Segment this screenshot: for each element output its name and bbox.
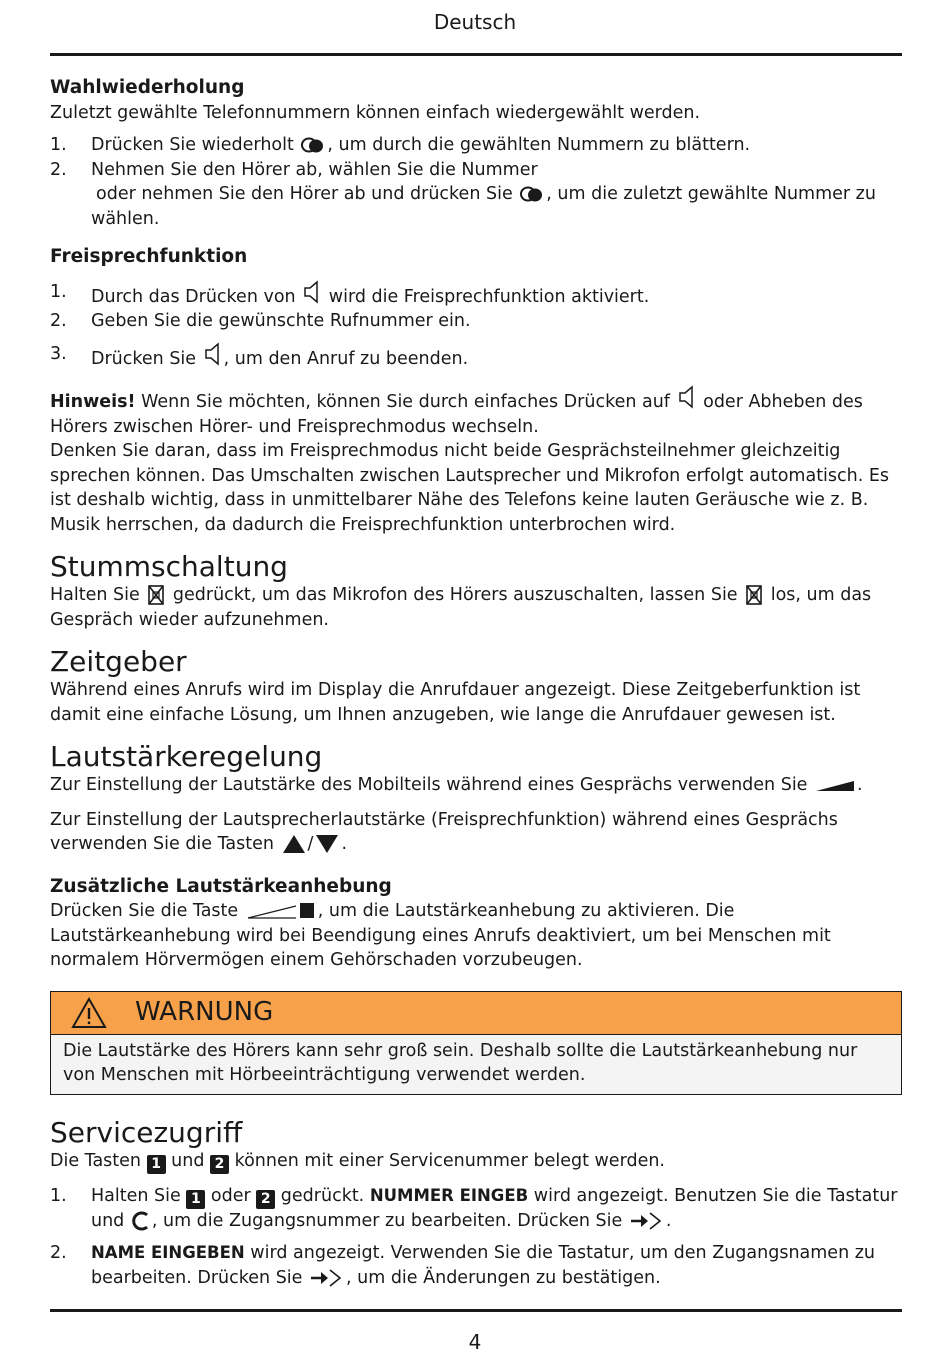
warning-title: WARNUNG	[135, 997, 274, 1028]
mute-heading: Stummschaltung	[50, 550, 288, 583]
volume-up-icon	[282, 834, 306, 854]
redial-key-icon	[520, 186, 544, 202]
footer-divider	[50, 1309, 902, 1312]
key-2-icon: 2	[210, 1155, 229, 1174]
key-2-icon: 2	[256, 1190, 275, 1209]
list-item: 2. Geben Sie die gewünschte Rufnummer ein.	[50, 309, 902, 334]
clear-key-icon	[132, 1211, 150, 1231]
list-number: 2.	[50, 159, 67, 180]
handsfree-steps	[50, 280, 902, 372]
service-steps	[50, 1184, 902, 1291]
header-divider	[50, 53, 902, 56]
list-item: 2. NAME EINGEBEN wird angezeigt. Verwenden Sie die Tastatur, um den Zugangsnamen zu bearbeiten. Drücken Sie , um die Änderungen zu bestätigen.	[50, 1241, 902, 1290]
speaker-icon	[678, 385, 696, 409]
redial-key-icon	[301, 137, 325, 153]
confirm-key-icon	[630, 1211, 664, 1231]
mute-text: Halten Sie gedrückt, um das Mikrofon des Hörers auszuschalten, lassen Sie los, um das Gespräch wieder aufzunehmen.	[50, 585, 872, 630]
boost-heading: Zusätzliche Lautstärkeanhebung	[50, 875, 392, 897]
volume-text-1: Zur Einstellung der Lautstärke des Mobilteils während eines Gesprächs verwenden Sie .	[50, 775, 863, 795]
handsfree-heading: Freisprechfunktion	[50, 246, 248, 267]
list-number: 1.	[50, 281, 67, 302]
page-content	[50, 76, 902, 1290]
page-header: Deutsch	[433, 10, 517, 34]
volume-heading: Lautstärkeregelung	[50, 740, 323, 773]
speaker-icon	[303, 280, 321, 304]
service-intro: Die Tasten 1 und 2 können mit einer Servicenummer belegt werden.	[50, 1150, 665, 1172]
page-number: 4	[468, 1330, 482, 1354]
key-1-icon: 1	[186, 1190, 205, 1209]
list-item: 2. Nehmen Sie den Hörer ab, wählen Sie die Nummer oder nehmen Sie den Hörer ab und drücken Sie , um die zuletzt gewählte Nummer zu wählen.	[50, 158, 902, 232]
mute-icon	[147, 585, 165, 605]
warning-header	[51, 992, 901, 1035]
timer-heading: Zeitgeber	[50, 645, 187, 678]
service-heading: Servicezugriff	[50, 1115, 243, 1149]
redial-heading: Wahlwiederholung	[50, 77, 245, 98]
warning-box	[50, 991, 902, 1095]
key-1-icon: 1	[147, 1155, 166, 1174]
boost-key-icon	[246, 902, 316, 920]
speaker-icon	[204, 342, 222, 366]
volume-slider-icon	[815, 778, 855, 792]
volume-down-icon	[315, 834, 339, 854]
redial-intro: Zuletzt gewählte Telefonnummern können einfach wiedergewählt werden.	[50, 102, 701, 123]
list-number: 1.	[50, 1185, 67, 1206]
list-item: 3. Drücken Sie , um den Anruf zu beenden.	[50, 342, 902, 372]
warning-body: Die Lautstärke des Hörers kann sehr groß sein. Deshalb sollte die Lautstärkeanhebung nur von Menschen mit Hörbeeinträchtigung verwendet werden.	[51, 1035, 901, 1094]
list-number: 1.	[50, 135, 67, 155]
confirm-key-icon	[310, 1268, 344, 1288]
boost-text: Drücken Sie die Taste , um die Lautstärkeanhebung zu aktivieren. Die Lautstärkeanhebung wird bei Beendigung eines Anrufs deaktiviert, um bei Menschen mit normalem Hörvermögen einem Gehörschaden vorzubeugen.	[50, 901, 831, 970]
timer-text: Während eines Anrufs wird im Display die Anrufdauer angezeigt. Diese Zeitgeberfunktion ist damit eine einfache Lösung, um Ihnen anzugeben, wie lange die Anrufdauer gewesen ist.	[50, 680, 861, 725]
warning-icon	[71, 997, 107, 1029]
list-item: 1. Durch das Drücken von wird die Freisprechfunktion aktiviert.	[50, 280, 902, 310]
list-number: 2.	[50, 1243, 67, 1263]
list-item: 1. Halten Sie 1 oder 2 gedrückt. NUMMER EINGEB wird angezeigt. Benutzen Sie die Tastatur und , um die Zugangsnummer zu bearbeiten. Drücken Sie .	[50, 1184, 902, 1234]
volume-text-2: Zur Einstellung der Lautsprecherlautstärke (Freisprechfunktion) während eines Gesprächs verwenden Sie die Tasten / .	[50, 809, 838, 854]
mute-icon	[745, 585, 763, 605]
list-item: 1. Drücken Sie wiederholt , um durch die gewählten Nummern zu blättern.	[50, 133, 902, 158]
list-number: 2.	[50, 311, 67, 331]
handsfree-note-2: Denken Sie daran, dass im Freisprechmodus nicht beide Gesprächsteilnehmer gleichzeitig sprechen können. Das Umschalten zwischen Lautsprecher und Mikrofon erfolgt automatisch. Es ist deshalb wichtig, dass in unmittelbarer Nähe des Telefons keine lauten Geräusche wie z. B. Musik herrschen, da dadurch die Freisprechfunktion unterbrochen wird.	[50, 441, 890, 535]
handsfree-note: Hinweis! Wenn Sie möchten, können Sie durch einfaches Drücken auf oder Abheben des Hörers zwischen Hörer- und Freisprechmodus wechseln.	[50, 385, 902, 439]
list-number: 3.	[50, 343, 67, 364]
redial-steps	[50, 133, 902, 231]
